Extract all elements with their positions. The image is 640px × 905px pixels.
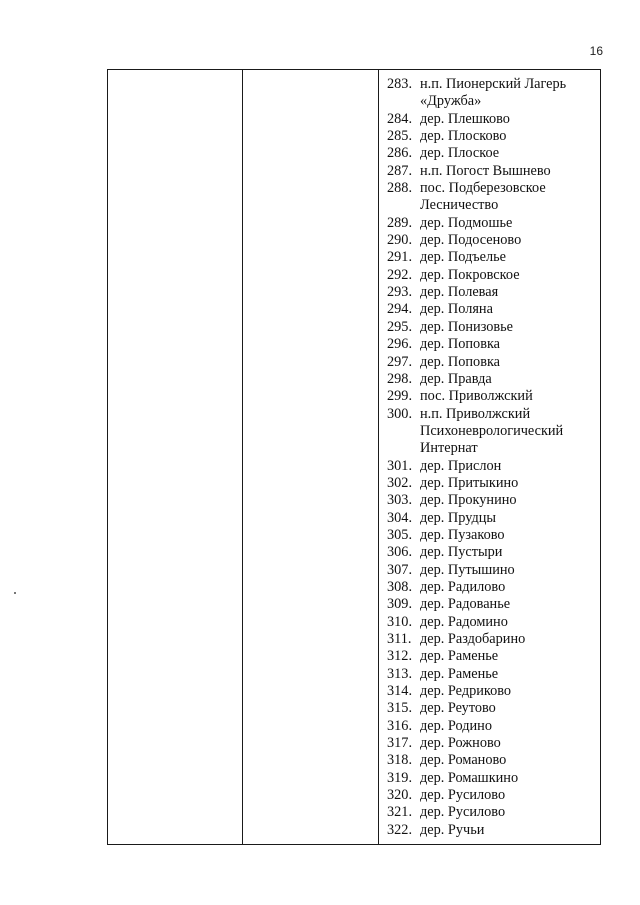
entry-number: 286.: [387, 145, 413, 162]
list-item: [387, 631, 596, 648]
list-item: [387, 666, 596, 683]
entry-name: дер. Русилово: [420, 804, 506, 821]
entry-name: дер. Реутово: [420, 700, 496, 717]
scan-artifact-dot: [14, 592, 16, 594]
entry-number: 310.: [387, 613, 413, 630]
entry-name: пос. Приволжский: [420, 388, 533, 405]
entry-name: дер. Подъелье: [420, 249, 506, 266]
entry-number: 283.: [387, 76, 413, 92]
list-item: [387, 527, 596, 544]
entry-name: дер. Пузаково: [420, 526, 505, 543]
entry-number: 306.: [387, 544, 413, 561]
entry-name: дер. Правда: [420, 370, 492, 387]
entry-number: 313.: [387, 665, 413, 682]
entry-name: дер. Понизовье: [420, 318, 514, 335]
entry-name: н.п. Пионерский Лагерь «Дружба»: [420, 76, 567, 110]
list-item: [387, 458, 596, 475]
entry-number: 295.: [387, 318, 413, 335]
entry-number: 312.: [387, 648, 413, 665]
entry-name: дер. Путышино: [420, 561, 515, 578]
list-item: [387, 544, 596, 561]
entry-name: дер. Радованье: [420, 596, 511, 613]
entry-name: дер. Редриково: [420, 683, 512, 700]
entry-name: дер. Раздобарино: [420, 631, 526, 647]
entry-number: 321.: [387, 804, 413, 821]
list-item: [387, 284, 596, 301]
entry-name: дер. Поповка: [420, 336, 501, 353]
entry-number: 317.: [387, 735, 413, 752]
entry-number: 297.: [387, 353, 413, 370]
list-item: [387, 319, 596, 336]
entry-number: 315.: [387, 700, 413, 717]
list-item: [387, 111, 596, 128]
list-item: [387, 406, 596, 458]
entry-number: 298.: [387, 370, 413, 387]
entry-name: дер. Плосково: [420, 128, 507, 145]
entry-number: 284.: [387, 110, 413, 127]
list-item: [387, 267, 596, 284]
entry-name: дер. Подмошье: [420, 214, 513, 231]
entry-number: 289.: [387, 214, 413, 231]
entry-name: дер. Ромашкино: [420, 769, 519, 786]
list-item: [387, 700, 596, 717]
settlement-list: [387, 76, 596, 839]
entry-number: 311.: [387, 631, 412, 647]
list-item: [387, 336, 596, 353]
list-item: [387, 822, 596, 839]
entry-name: дер. Рожново: [420, 735, 501, 752]
entry-number: 287.: [387, 162, 413, 179]
table-column-2: [243, 70, 379, 844]
entry-name: дер. Пустыри: [420, 544, 503, 561]
entry-number: 299.: [387, 388, 413, 405]
entry-name: дер. Подосеново: [420, 232, 522, 249]
entry-number: 318.: [387, 752, 413, 769]
entry-name: дер. Покровское: [420, 266, 520, 283]
entry-name: дер. Полевая: [420, 284, 499, 301]
list-item: [387, 492, 596, 509]
table-column-1: [108, 70, 243, 844]
entry-name: н.п. Погост Вышнево: [420, 162, 551, 179]
entry-number: 288.: [387, 180, 413, 197]
list-item: [387, 648, 596, 665]
entry-number: 294.: [387, 301, 413, 318]
entry-name: дер. Радилово: [420, 578, 506, 595]
entry-name: дер. Плоское: [420, 145, 500, 162]
entry-name: н.п. Приволжский Психоневрологический Интернат: [420, 405, 564, 457]
entry-number: 304.: [387, 509, 413, 526]
entry-name: дер. Прислон: [420, 457, 502, 474]
entry-name: дер. Притыкино: [420, 474, 519, 491]
entry-number: 285.: [387, 128, 413, 145]
list-item: [387, 804, 596, 821]
list-item: [387, 301, 596, 318]
entry-name: дер. Русилово: [420, 787, 506, 804]
list-item: [387, 683, 596, 700]
list-item: [387, 249, 596, 266]
list-item: [387, 718, 596, 735]
entry-number: 296.: [387, 336, 413, 353]
entry-number: 292.: [387, 266, 413, 283]
entry-number: 301.: [387, 457, 413, 474]
entry-number: 308.: [387, 578, 413, 595]
entry-number: 303.: [387, 492, 413, 509]
entry-name: дер. Романово: [420, 752, 507, 769]
list-item: [387, 388, 596, 405]
entry-name: дер. Поляна: [420, 301, 493, 318]
list-item: [387, 354, 596, 371]
entry-name: дер. Поповка: [420, 353, 501, 370]
list-item: [387, 579, 596, 596]
entry-number: 314.: [387, 683, 413, 700]
entry-number: 293.: [387, 284, 413, 301]
entry-name: дер. Раменье: [420, 648, 499, 665]
entry-name: дер. Ручьи: [420, 821, 485, 838]
list-item: [387, 562, 596, 579]
settlement-table: [107, 69, 601, 845]
list-item: [387, 770, 596, 787]
entry-name: дер. Раменье: [420, 665, 499, 682]
entry-number: 316.: [387, 717, 413, 734]
entry-number: 290.: [387, 232, 413, 249]
list-item: [387, 475, 596, 492]
entry-name: дер. Прудцы: [420, 509, 496, 526]
entry-name: дер. Прокунино: [420, 492, 517, 509]
list-item: [387, 787, 596, 804]
page-number: 16: [589, 44, 603, 58]
list-item: [387, 510, 596, 527]
list-item: [387, 215, 596, 232]
list-item: [387, 76, 596, 111]
list-item: [387, 735, 596, 752]
list-item: [387, 180, 596, 215]
entry-number: 291.: [387, 249, 413, 266]
entry-number: 309.: [387, 596, 413, 613]
entry-name: дер. Радомино: [420, 613, 508, 630]
entry-name: пос. Подберезовское Лесничество: [420, 180, 546, 214]
entry-number: 319.: [387, 769, 413, 786]
entry-name: дер. Плешково: [420, 110, 510, 127]
list-item: [387, 752, 596, 769]
entry-number: 307.: [387, 561, 413, 578]
entry-number: 320.: [387, 787, 413, 804]
entry-number: 300.: [387, 405, 413, 422]
list-item: [387, 596, 596, 613]
list-item: [387, 128, 596, 145]
table-column-3: [379, 70, 600, 844]
list-item: [387, 614, 596, 631]
list-item: [387, 232, 596, 249]
entry-number: 322.: [387, 821, 413, 838]
entry-name: дер. Родино: [420, 717, 492, 734]
entry-number: 305.: [387, 526, 413, 543]
list-item: [387, 145, 596, 162]
list-item: [387, 371, 596, 388]
entry-number: 302.: [387, 474, 413, 491]
list-item: [387, 163, 596, 180]
